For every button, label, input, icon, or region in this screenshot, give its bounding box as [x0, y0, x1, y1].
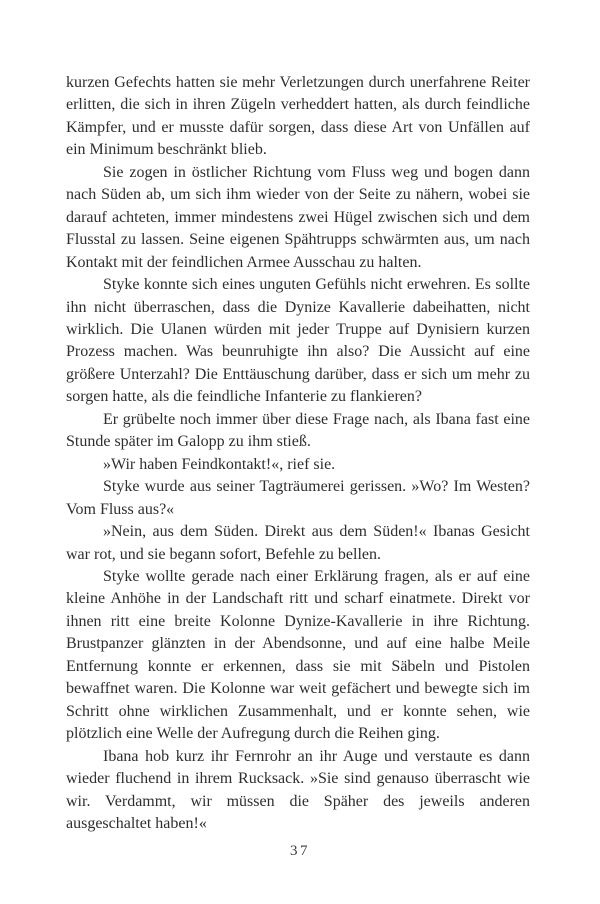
- paragraph: Styke wurde aus seiner Tagträumerei gerissen. »Wo? Im Westen? Vom Fluss aus?«: [66, 478, 530, 518]
- paragraph: Styke konnte sich eines unguten Gefühls nicht erwehren. Es sollte ihn nicht überraschen, dass die Dynize Kavallerie dabeihatten, nicht wirklich. Die Ulanen würden mit jeder Truppe auf Dynisiern kurzen Prozess machen. Was beunruhigte ihn also? Die Aussicht auf eine größere Unterzahl? Die Enttäuschung darüber, dass er sich um mehr zu sorgen hatte, als die feindliche Infanterie zu flankieren?: [66, 276, 530, 406]
- paragraph: »Nein, aus dem Süden. Direkt aus dem Süden!« Ibanas Gesicht war rot, und sie begann sofort, Befehle zu bellen.: [66, 523, 530, 563]
- paragraph: Sie zogen in östlicher Richtung vom Fluss weg und bogen dann nach Süden ab, um sich ihm wieder von der Seite zu nähern, wobei sie darauf achteten, immer mindestens zwei Hügel zwischen sich und dem Flusstal zu lassen. Seine eigenen Spähtrupps schwärmten aus, um nach Kontakt mit der feindlichen Armee Ausschau zu halten.: [66, 163, 530, 271]
- page-number: 37: [290, 843, 310, 859]
- body-text: [66, 72, 530, 835]
- paragraph: »Wir haben Feindkontakt!«, rief sie.: [103, 455, 336, 473]
- paragraph: Er grübelte noch immer über diese Frage nach, als Ibana fast eine Stunde später im Galopp zu ihm stieß.: [66, 410, 530, 451]
- paragraph: Styke wollte gerade nach einer Erklärung fragen, als er auf eine kleine Anhöhe in der Landschaft ritt und scharf einatmete. Direkt vor ihnen ritt eine breite Kolonne Dynize-Kavallerie in ihre Richtung. Brustpanzer glänzten in der Abendsonne, und auf eine halbe Meile Entfernung konnte er erkennen, dass sie mit Säbeln und Pistolen bewaffnet waren. Die Kolonne war weit gefächert und bewegte sich im Schritt ohne wirklichen Zusammenhalt, und er konnte sehen, wie plötzlich eine Welle der Aufregung durch die Reihen ging.: [66, 567, 530, 743]
- paragraph: Ibana hob kurz ihr Fernrohr an ihr Auge und verstaute es dann wieder fluchend in ihrem Rucksack. »Sie sind genauso überrascht wie wir. Verdammt, wir müssen die Späher des jeweils anderen ausgeschaltet haben!«: [66, 747, 530, 832]
- paragraph: kurzen Gefechts hatten sie mehr Verletzungen durch unerfahrene Reiter erlitten, die sich in ihren Zügeln verheddert hatten, als durch feindliche Kämpfer, und er musste dafür sorgen, dass diese Art von Unfällen auf ein Minimum beschränkt blieb.: [66, 74, 530, 159]
